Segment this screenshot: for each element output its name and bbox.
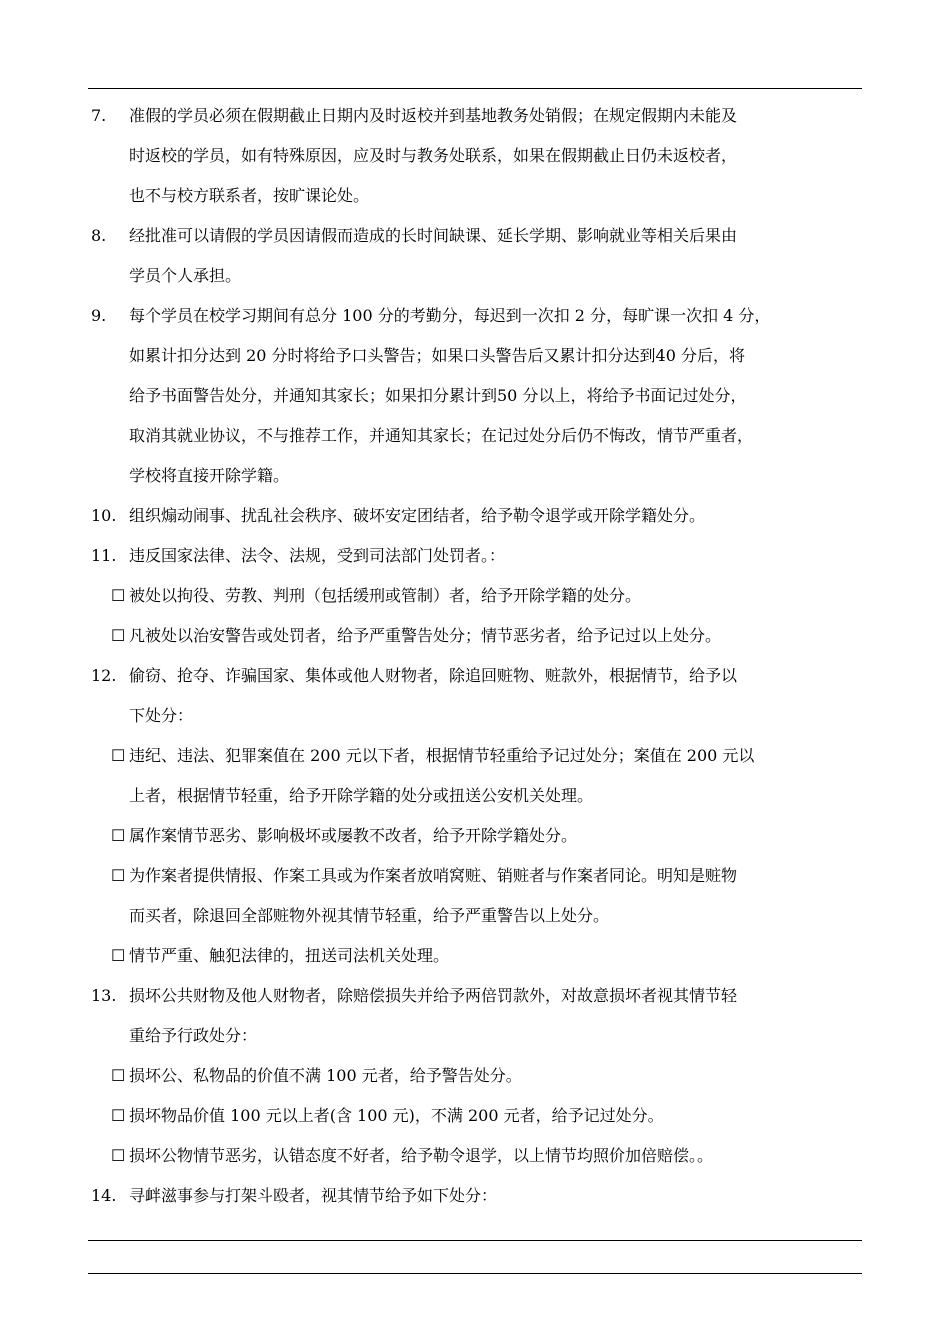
checkbox-bullet-icon: ☐: [111, 626, 126, 645]
item-line: 偷窃、抢夺、诈骗国家、集体或他人财物者，除追回赃物、赃款外，根据情节，给予以: [129, 666, 738, 685]
header-rule: [88, 88, 862, 89]
list-item-8: [0, 216, 950, 296]
sub-item: [0, 856, 950, 936]
checkbox-bullet-icon: ☐: [111, 746, 126, 765]
item-number: 14.: [91, 1186, 117, 1205]
item-line: 时返校的学员，如有特殊原因，应及时与教务处联系，如果在假期截止日仍未返校者，: [129, 146, 738, 165]
item-number: 11.: [91, 546, 117, 565]
sub-item: [0, 1136, 950, 1176]
checkbox-bullet-icon: ☐: [111, 1146, 126, 1165]
list-item-9: [0, 296, 950, 496]
checkbox-bullet-icon: ☐: [111, 1066, 126, 1085]
checkbox-bullet-icon: ☐: [111, 866, 126, 885]
sub-item-line: 损坏物品价值 100 元以上者(含 100 元)，不满 200 元者，给予记过处分。: [129, 1106, 664, 1125]
sub-item-line: 而买者，除退回全部赃物外视其情节轻重，给予严重警告以上处分。: [129, 906, 610, 925]
item-line: 取消其就业协议，不与推荐工作，并通知其家长；在记过处分后仍不悔改，情节严重者，: [129, 426, 754, 445]
sub-item: [0, 576, 950, 616]
item-line: 下处分：: [129, 706, 194, 725]
list-item-10: [0, 496, 950, 536]
item-number: 10.: [91, 506, 117, 525]
item-line: 组织煽动闹事、扰乱社会秩序、破坏安定团结者，给予勒令退学或开除学籍处分。: [129, 506, 706, 525]
list-item-7: [0, 96, 950, 216]
sub-item-line: 违纪、违法、犯罪案值在 200 元以下者，根据情节轻重给予记过处分；案值在 200 元以: [129, 746, 755, 765]
checkbox-bullet-icon: ☐: [111, 826, 126, 845]
item-line: 寻衅滋事参与打架斗殴者，视其情节给予如下处分：: [129, 1186, 498, 1205]
item-number: 9.: [91, 306, 107, 325]
item-line: 准假的学员必须在假期截止日期内及时返校并到基地教务处销假；在规定假期内未能及: [129, 106, 738, 125]
sub-item: [0, 816, 950, 856]
item-number: 8.: [91, 226, 107, 245]
checkbox-bullet-icon: ☐: [111, 1106, 126, 1125]
sub-item: [0, 1096, 950, 1136]
item-line: 如累计扣分达到 20 分时将给予口头警告；如果口头警告后又累计扣分达到40 分后，将: [129, 346, 745, 365]
item-line: 经批准可以请假的学员因请假而造成的长时间缺课、延长学期、影响就业等相关后果由: [129, 226, 738, 245]
document-body: [0, 96, 950, 1216]
sub-item-line: 损坏公、私物品的价值不满 100 元者，给予警告处分。: [129, 1066, 522, 1085]
item-line: 损坏公共财物及他人财物者，除赔偿损失并给予两倍罚款外，对故意损坏者视其情节轻: [129, 986, 738, 1005]
item-number: 13.: [91, 986, 117, 1005]
sub-item-line: 上者，根据情节轻重，给予开除学籍的处分或扭送公安机关处理。: [129, 786, 594, 805]
sub-item-line: 损坏公物情节恶劣，认错态度不好者，给予勒令退学，以上情节均照价加倍赔偿。。: [129, 1146, 714, 1165]
list-item-13: [0, 976, 950, 1056]
footer-rule: [88, 1240, 862, 1241]
sub-item-line: 被处以拘役、劳教、判刑（包括缓刑或管制）者，给予开除学籍的处分。: [129, 586, 642, 605]
item-line: 每个学员在校学习期间有总分 100 分的考勤分，每迟到一次扣 2 分，每旷课一次扣 4 分，: [129, 306, 771, 325]
item-line: 给予书面警告处分，并通知其家长；如果扣分累计到50 分以上，将给予书面记过处分，: [129, 386, 747, 405]
list-item-12: [0, 656, 950, 736]
list-item-14: [0, 1176, 950, 1216]
item-line: 违反国家法律、法令、法规，受到司法部门处罚者。：: [129, 546, 506, 565]
item-line: 学员个人承担。: [129, 266, 242, 285]
sub-item-line: 凡被处以治安警告或处罚者，给予严重警告处分；情节恶劣者，给予记过以上处分。: [129, 626, 722, 645]
sub-item: [0, 936, 950, 976]
sub-item-line: 为作案者提供情报、作案工具或为作案者放哨窝赃、销赃者与作案者同论。明知是赃物: [129, 866, 738, 885]
sub-item-line: 情节严重、触犯法律的，扭送司法机关处理。: [129, 946, 450, 965]
item-number: 12.: [91, 666, 117, 685]
sub-item: [0, 736, 950, 816]
footer-rule-secondary: [88, 1273, 862, 1274]
list-item-11: [0, 536, 950, 576]
item-line: 重给予行政处分：: [129, 1026, 258, 1045]
sub-item: [0, 1056, 950, 1096]
checkbox-bullet-icon: ☐: [111, 946, 126, 965]
item-number: 7.: [91, 106, 107, 125]
checkbox-bullet-icon: ☐: [111, 586, 126, 605]
item-line: 也不与校方联系者，按旷课论处。: [129, 186, 370, 205]
sub-item: [0, 616, 950, 656]
item-line: 学校将直接开除学籍。: [129, 466, 290, 485]
sub-item-line: 属作案情节恶劣、影响极坏或屡教不改者，给予开除学籍处分。: [129, 826, 578, 845]
